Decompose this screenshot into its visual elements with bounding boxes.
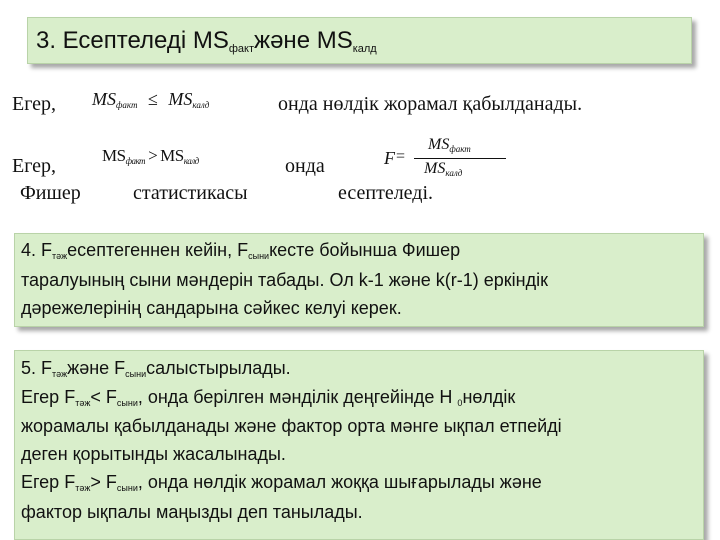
slide-title: 3. Есептеледі $MS_{факт}және$ $MS_{калд}$ [36, 27, 377, 55]
step4-box [14, 233, 704, 327]
word-calculated: есептеледі. [338, 182, 434, 204]
step4-line1: 4. $F_{тәж}есептегеннен$ кейін, $F_{сыни}кесте$ бойынша Фишер [21, 240, 461, 261]
step5-line3: жорамалы қабылданады және фактор орта мәнге ықпал етпейді [21, 416, 562, 436]
row1-conclusion: онда нөлдік жорамал қабылданады. [278, 93, 583, 115]
step5-line4: деген қорытынды жасалынады. [21, 444, 286, 464]
step5-line6: фактор ықпалы маңызды деп танылады. [21, 502, 363, 522]
row2-formula: MSфакт > MSкалд [102, 146, 199, 166]
step5-line1: 5. $F_{тәж}және$ $F_{сыни}салыстырылады$. [21, 358, 291, 379]
word-fisher: Фишер [20, 182, 81, 204]
fisher-formula: F = MSфакт MSкалд [384, 136, 514, 186]
step4-line2: таралуының сыни мәндерін табады. Ол k-1 және k(r-1) еркіндік [21, 270, 548, 290]
row2-if-label: Егер, [12, 155, 57, 177]
word-statistics: статистикасы [133, 182, 248, 204]
row1-if-label: Егер, [12, 93, 57, 115]
row2-then: онда [285, 155, 325, 177]
row1-formula: MSфакт ≤ MSкалд [92, 89, 210, 110]
step5-line2: Егер $F_{тәж}< F_{сыни}$, онда берілген мәнділік деңгейінде H $_0$нөлдік [21, 387, 516, 408]
title-box [27, 17, 692, 64]
step4-line3: дәрежелерінің сандарына сәйкес келуі керек. [21, 298, 402, 318]
step5-box [14, 350, 704, 540]
step5-line5: Егер $F_{тәж}> F_{сыни}$, онда нөлдік жорамал жоққа шығарылады және [21, 472, 542, 493]
